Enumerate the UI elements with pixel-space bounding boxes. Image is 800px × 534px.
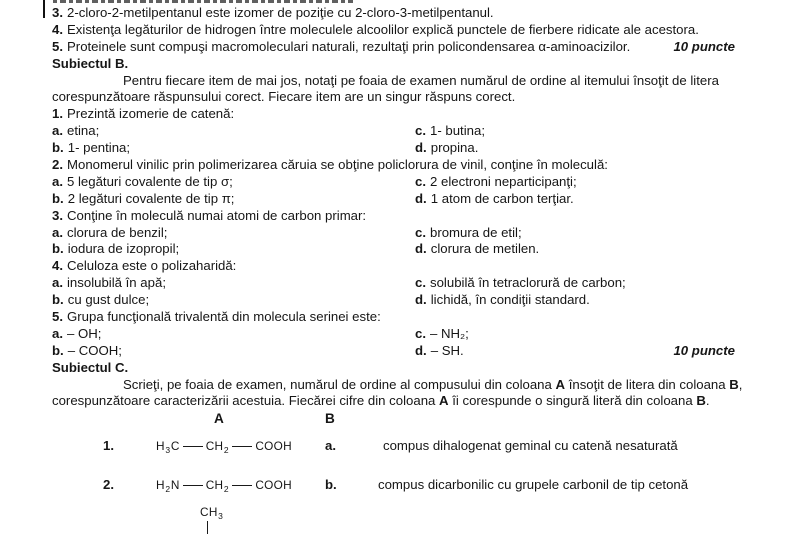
formula-group: CH xyxy=(205,439,224,453)
question-number: 5. xyxy=(52,309,63,325)
subscript: 2 xyxy=(165,484,171,494)
instruction-text: însoţit de litera din coloana xyxy=(565,376,730,392)
option-letter: b. xyxy=(52,292,64,308)
formula-group: CH xyxy=(200,505,218,519)
option-text: bromura de etil; xyxy=(430,224,522,240)
row-number: 1. xyxy=(103,438,114,453)
points-badge: 10 puncte xyxy=(673,342,735,358)
bond-line xyxy=(183,485,203,486)
chemical-formula xyxy=(156,439,292,453)
instruction-text: Scrieţi, pe foaia de examen, numărul de ordine al compusului din coloana xyxy=(123,376,556,392)
option-text: etina; xyxy=(67,123,100,139)
points-badge: 10 puncte xyxy=(673,38,735,54)
option-letter: a. xyxy=(52,173,63,189)
formula-group: H xyxy=(156,478,165,492)
instruction-text: îi corespunde o singură literă din coloana xyxy=(448,393,697,409)
subscript: 3 xyxy=(165,445,171,455)
option-letter: d. xyxy=(415,190,427,206)
formula-group: COOH xyxy=(255,478,292,492)
column-a-ref: A xyxy=(439,393,449,409)
subject-b-heading: Subiectul B. xyxy=(52,55,129,71)
option-letter: c. xyxy=(415,123,426,139)
vertical-bond-line xyxy=(207,521,208,534)
option-text: – NH₂; xyxy=(430,325,469,341)
item-text: Proteinele sunt compuşi macromoleculari naturali, rezultaţi prin policondensarea α-aminoacizilor. xyxy=(67,38,631,54)
option-letter: b. xyxy=(52,190,64,206)
option-text: solubilă în tetraclorură de carbon; xyxy=(430,275,626,291)
option-letter: a. xyxy=(52,224,63,240)
option-text: 5 legături covalente de tip σ; xyxy=(67,173,233,189)
question-text: Monomerul vinilic prin polimerizarea căruia se obţine policlorura de vinil, conţine în moleculă: xyxy=(67,157,608,173)
option-text: insolubilă în apă; xyxy=(67,275,166,291)
row-description: compus dihalogenat geminal cu catenă nesaturată xyxy=(383,438,678,453)
instruction-text: corespunzătoare caracterizării acestuia. Fiecărei cifre din coloana xyxy=(52,393,440,409)
column-a-header: A xyxy=(214,411,224,426)
option-text: 1- butina; xyxy=(430,123,485,139)
instruction-line: Pentru fiecare item de mai jos, notaţi pe foaia de examen numărul de ordine al itemului însoţit de litera xyxy=(123,72,719,88)
formula-group: C xyxy=(170,439,180,453)
row-description: compus dicarbonilic cu grupele carbonil de tip cetonă xyxy=(378,477,689,492)
bond-line xyxy=(232,485,252,486)
option-text: 1 atom de carbon terţiar. xyxy=(430,190,574,206)
option-letter: c. xyxy=(415,224,426,240)
partial-formula-ch3 xyxy=(200,505,224,519)
formula-group: N xyxy=(170,478,180,492)
question-number: 1. xyxy=(52,106,63,122)
option-text: – SH. xyxy=(430,342,464,358)
chemical-formula xyxy=(156,478,292,492)
subject-c-heading: Subiectul C. xyxy=(52,359,129,375)
option-letter: c. xyxy=(415,173,426,189)
subscript: 3 xyxy=(218,511,224,521)
option-text: propina. xyxy=(430,140,479,156)
instruction-text: . xyxy=(705,393,710,409)
column-b-ref: B xyxy=(729,376,739,392)
option-letter: a. xyxy=(52,123,63,139)
option-text: clorura de metilen. xyxy=(430,241,540,257)
option-letter: a. xyxy=(52,275,63,291)
item-number: 5. xyxy=(52,38,63,54)
option-letter: c. xyxy=(415,275,426,291)
column-b-ref: B xyxy=(696,393,706,409)
question-number: 4. xyxy=(52,258,63,274)
option-text: clorura de benzil; xyxy=(67,224,168,240)
question-number: 3. xyxy=(52,207,63,223)
question-text: Prezintă izomerie de catenă: xyxy=(67,106,235,122)
bond-line xyxy=(232,446,252,447)
option-letter: b. xyxy=(52,342,64,358)
option-text: – COOH; xyxy=(67,342,122,358)
option-text: 2 electroni neparticipanţi; xyxy=(430,173,577,189)
option-text: 2 legături covalente de tip π; xyxy=(67,190,235,206)
option-text: 1- pentina; xyxy=(67,140,131,156)
item-number: 3. xyxy=(52,5,63,20)
subscript: 2 xyxy=(223,484,229,494)
table-row-1 xyxy=(0,438,800,456)
item-number: 4. xyxy=(52,21,63,37)
row-number: 2. xyxy=(103,477,114,492)
formula-group: COOH xyxy=(255,439,292,453)
option-letter: a. xyxy=(52,325,63,341)
question-number: 2. xyxy=(52,157,63,173)
option-letter: d. xyxy=(415,241,427,257)
option-letter: b. xyxy=(52,241,64,257)
row-letter: a. xyxy=(325,438,336,453)
option-letter: c. xyxy=(415,325,426,341)
item-text: Existenţa legăturilor de hidrogen între moleculele alcoolilor explică punctele de fierbere ridicate ale acestora. xyxy=(67,21,699,37)
option-letter: d. xyxy=(415,342,427,358)
option-letter: d. xyxy=(415,292,427,308)
table-row-2 xyxy=(0,477,800,495)
question-text: Grupa funcţională trivalentă din molecula serinei este: xyxy=(67,309,381,325)
bond-line xyxy=(183,446,203,447)
formula-group: CH xyxy=(205,478,224,492)
row-letter: b. xyxy=(325,477,337,492)
item-text: 2-cloro-2-metilpentanul este izomer de poziţie cu 2-cloro-3-metilpentanul. xyxy=(67,5,494,20)
option-letter: b. xyxy=(52,140,64,156)
option-text: lichidă, în condiţii standard. xyxy=(430,292,590,308)
option-text: iodura de izopropil; xyxy=(67,241,180,257)
option-text: cu gust dulce; xyxy=(67,292,150,308)
instruction-text: , xyxy=(738,376,743,392)
formula-group: H xyxy=(156,439,165,453)
column-a-ref: A xyxy=(555,376,566,392)
question-text: Celuloza este o polizaharidă: xyxy=(67,258,237,274)
column-b-header: B xyxy=(325,411,335,426)
option-letter: d. xyxy=(415,140,427,156)
subscript: 2 xyxy=(223,445,229,455)
option-text: – OH; xyxy=(67,325,102,341)
question-text: Conţine în moleculă numai atomi de carbon primar: xyxy=(67,207,367,223)
instruction-line: corespunzătoare răspunsului corect. Fiecare item are un singur răspuns corect. xyxy=(52,89,516,105)
